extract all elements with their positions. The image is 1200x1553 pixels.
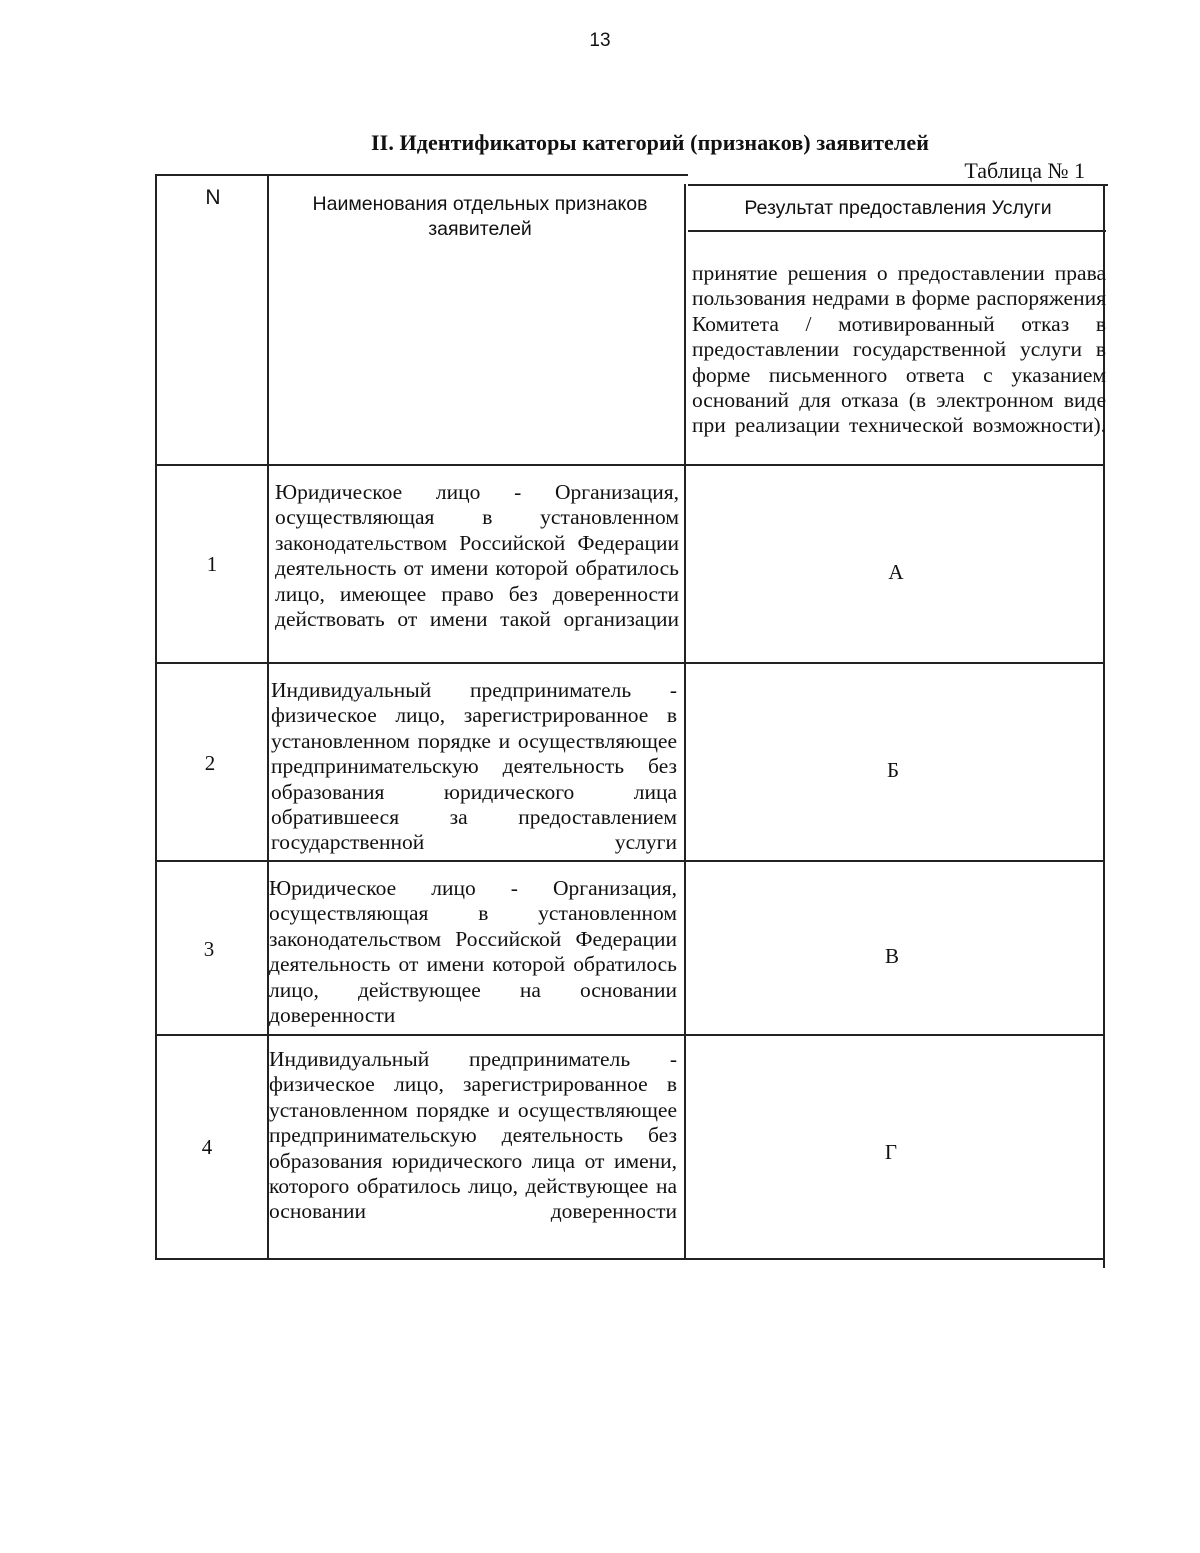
- page-number: 13: [589, 30, 611, 51]
- result-description-text: принятие решения о предоставлении права пользования недрами в форме распоряжения Комитета / мотивированный отказ в предоставлении государственной услуги в форме письменного ответа с указанием оснований для отказа (в электронном виде при реализации технической возможности).: [692, 261, 1106, 438]
- row-4-description-text: Индивидуальный предприниматель - физическое лицо, зарегистрированное в установленном порядке и осуществляющее предпринимательскую деятельность без образования юридического лица от имени, которого обратилось лицо, действующее на основании доверенности: [269, 1047, 677, 1224]
- row-3-number: 3: [203, 937, 215, 961]
- header-n: N: [205, 186, 221, 209]
- header-names: Наименования отдельных признаков заявителей: [312, 193, 648, 240]
- row-2-description-text: Индивидуальный предприниматель - физическое лицо, зарегистрированное в установленном порядке и осуществляющее предпринимательскую деятельность без образования юридического лица обратившееся за предоставлением государственной услуги: [271, 678, 677, 855]
- row-1-description: [275, 480, 679, 632]
- table-border-bottom: [155, 1258, 1105, 1260]
- table-border-left: [155, 174, 157, 1260]
- row-2-number: 2: [204, 751, 216, 775]
- row-3-description: [269, 876, 677, 1028]
- row-4-number: 4: [201, 1135, 213, 1159]
- table-caption: Таблица № 1: [964, 158, 1085, 183]
- row-divider-2: [155, 662, 1105, 664]
- row-2-result: Б: [886, 758, 900, 782]
- result-description: [692, 261, 1106, 439]
- row-divider-4: [155, 1034, 1105, 1036]
- row-1-description-text: Юридическое лицо - Организация, осуществляющая в установленном законодательством Российской Федерации деятельность от имени которой обратилось лицо, имеющее право без доверенности действовать от имени такой организации: [275, 480, 679, 632]
- row-1-result: А: [888, 560, 904, 584]
- row-3-description-text: Юридическое лицо - Организация, осуществляющая в установленном законодательством Российской Федерации деятельность от имени которой обратилось лицо, действующее на основании доверенности: [269, 876, 677, 1028]
- row-1-number: 1: [206, 552, 218, 576]
- column-divider-2: [684, 184, 686, 1260]
- section-title: II. Идентификаторы категорий (признаков) заявителей: [371, 130, 929, 155]
- row-3-result: В: [884, 944, 899, 968]
- row-4-result: Г: [884, 1140, 898, 1164]
- table-border-top-result: [688, 184, 1108, 186]
- row-divider-3: [155, 860, 1105, 862]
- row-divider-1: [155, 464, 1105, 466]
- row-4-description: [269, 1047, 677, 1225]
- row-2-description: [271, 678, 677, 856]
- applicant-categories-table: [155, 174, 1105, 1260]
- header-result-divider: [688, 230, 1106, 232]
- header-result: Результат предоставления Услуги: [744, 197, 1052, 219]
- table-border-top: [155, 174, 688, 176]
